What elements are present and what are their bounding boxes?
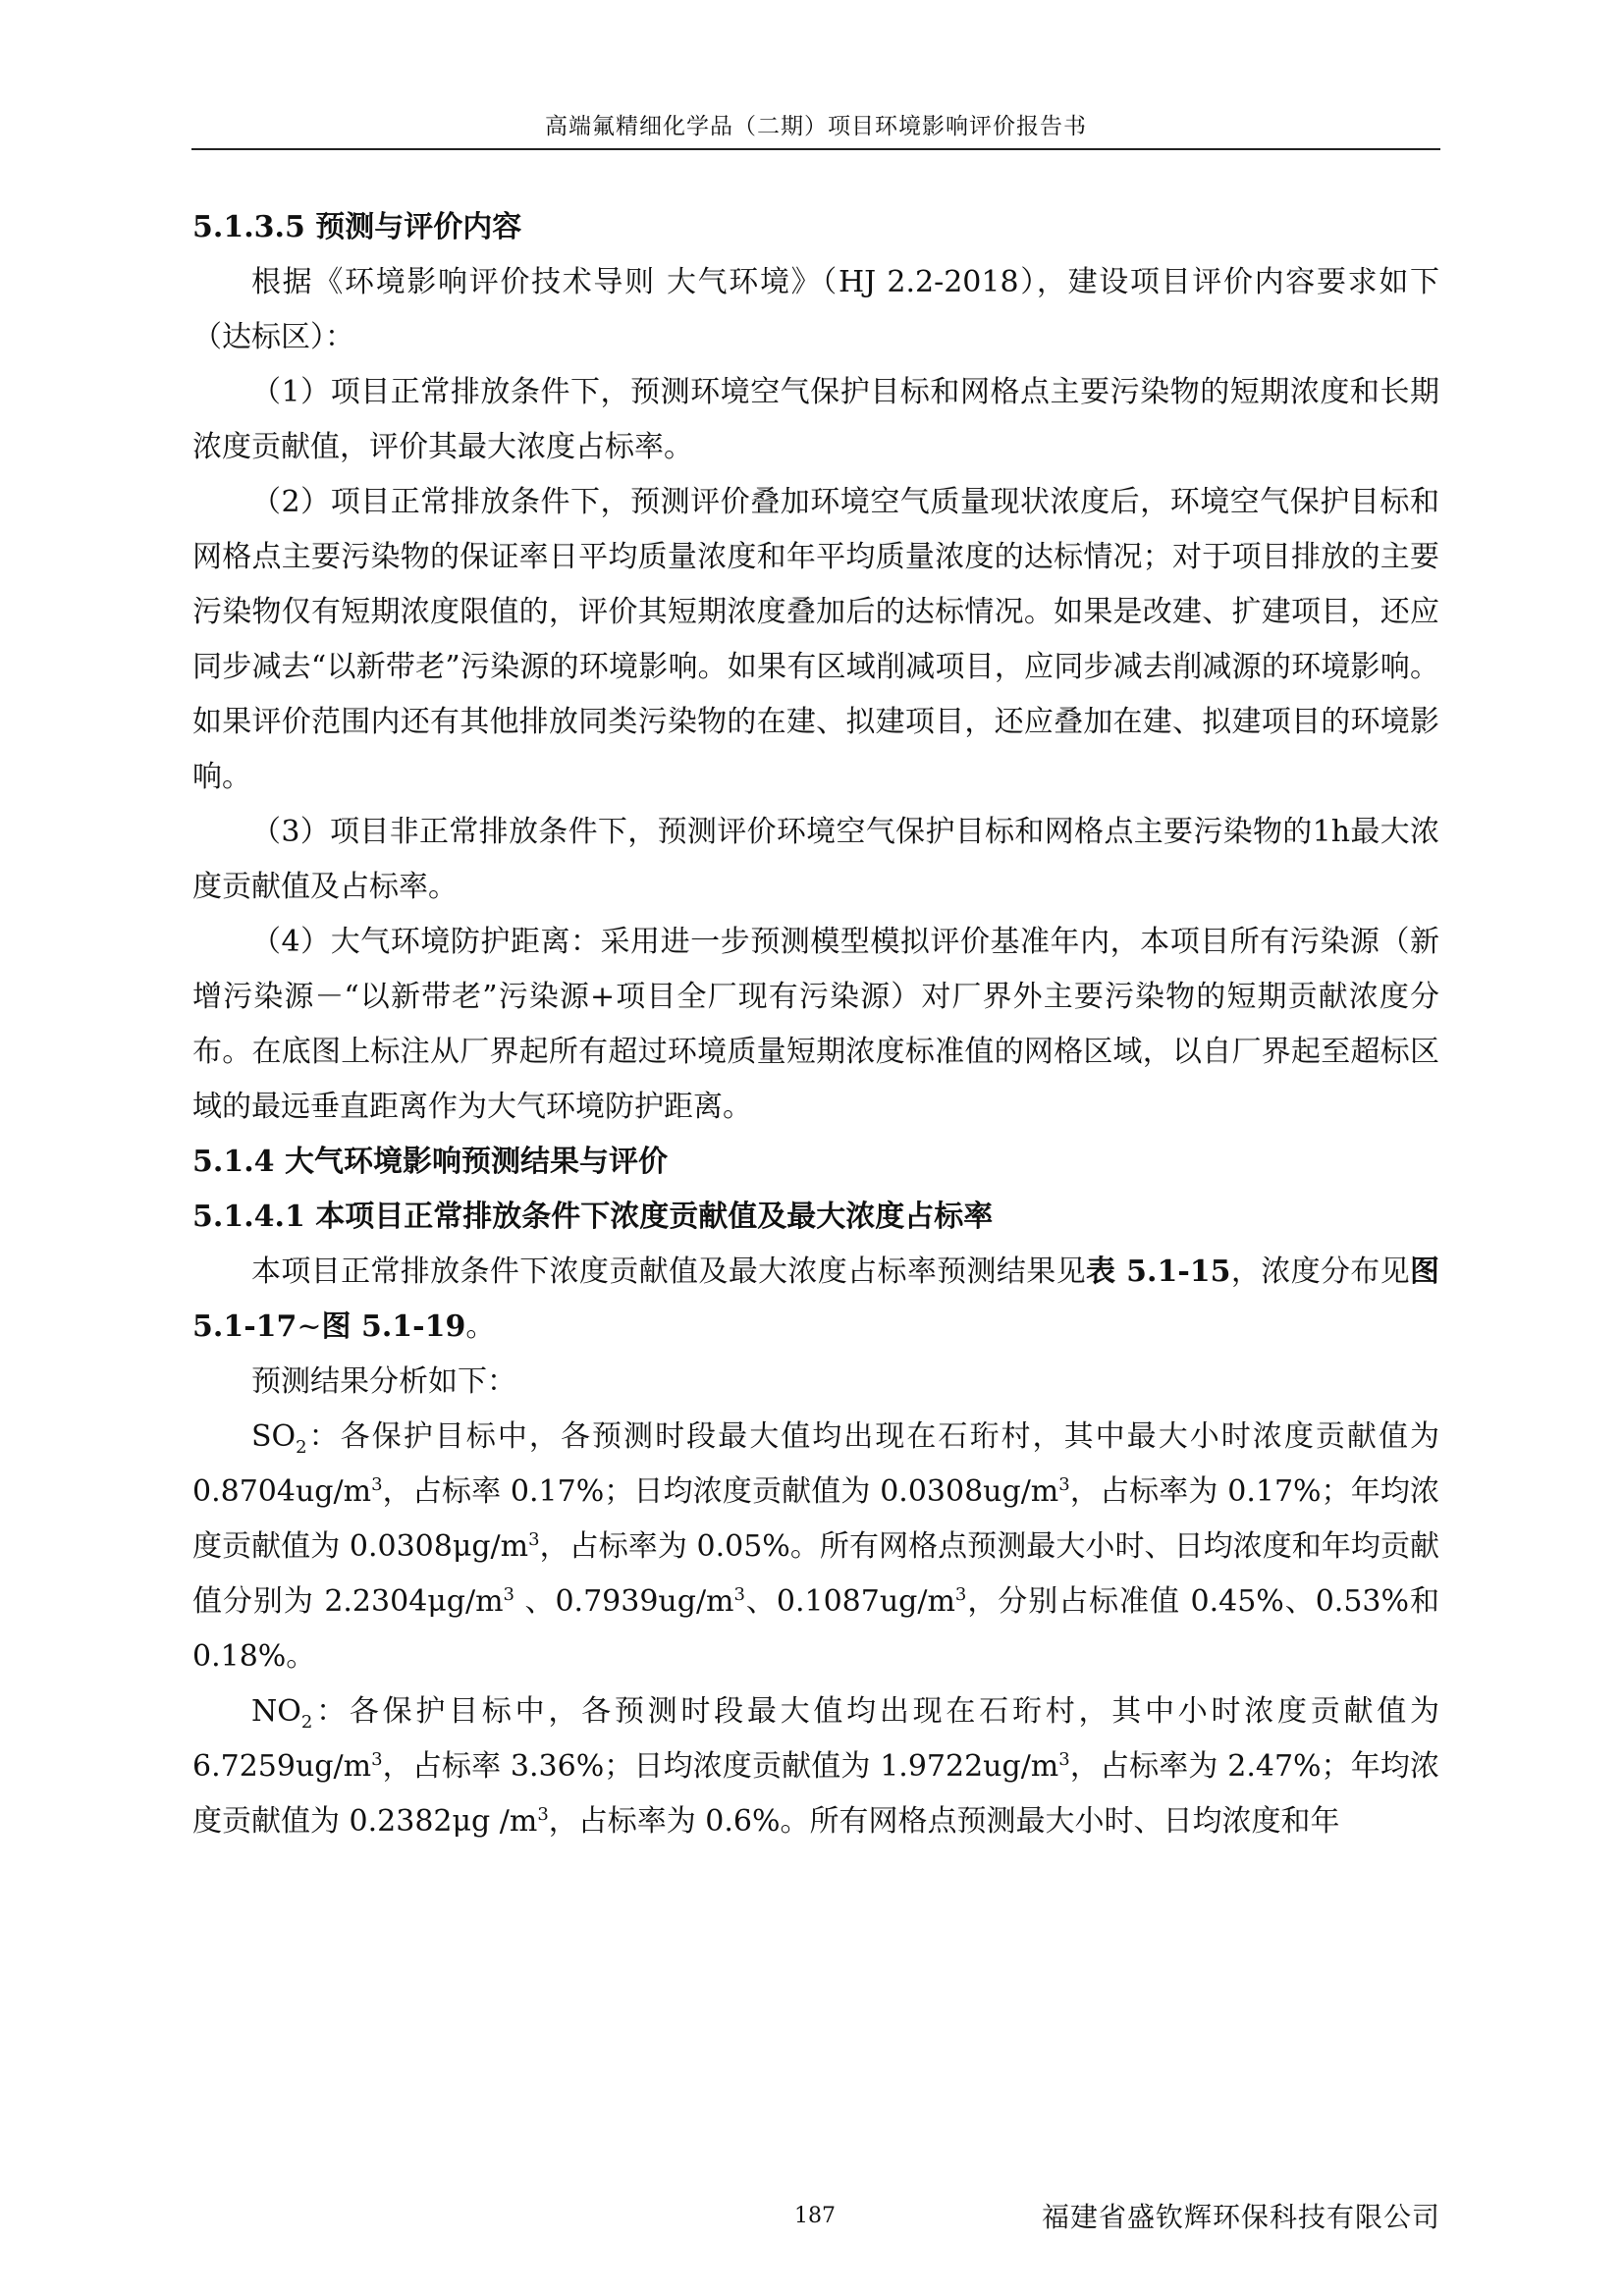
paragraph-item-3: （3）项目非正常排放条件下，预测评价环境空气保护目标和网格点主要污染物的1h最大浓度贡献值及占标率。 xyxy=(192,815,1439,904)
paragraph-intro: 根据《环境影响评价技术导则 大气环境》（HJ 2.2-2018），建设项目评价内容要求如下（达标区）： xyxy=(192,265,1439,354)
paragraph-item-1: （1）项目正常排放条件下，预测环境空气保护目标和网格点主要污染物的短期浓度和长期浓度贡献值，评价其最大浓度占标率。 xyxy=(192,375,1439,464)
running-header: 高端氟精细化学品（二期）项目环境影响评价报告书 xyxy=(545,114,1087,139)
section-heading-5-1-4: 5.1.4 大气环境影响预测结果与评价 xyxy=(192,1145,668,1179)
page-body xyxy=(192,200,1439,1849)
table-reference-link: 表 5.1-15 xyxy=(1085,1255,1231,1289)
no2-label: NO xyxy=(251,1694,301,1729)
paragraph-no2: $NO_2$：各保护目标中，各预测时段最大值均出现在石珩村，其中小时浓度贡献值为 $6.7259ug/m^3$，占标率 3.36%；日均浓度贡献值为 $1.9722ug/m^3$，占标率为 2.47%；年均浓度贡献值为 0.2382μg $/m^3$，占标率为 0.6%。所有网格点预测最大小时、日均浓度和年 xyxy=(192,1694,1439,1839)
paragraph-so2: $SO_2$：各保护目标中，各预测时段最大值均出现在石珩村，其中最大小时浓度贡献值为 $0.8704ug/m^3$，占标率 0.17%；日均浓度贡献值为 $0.0308ug/m^3$，占标率为 0.17%；年均浓度贡献值为 $0.0308\mu g/m^3$，占标率为 0.05%。所有网格点预测最大小时、日均浓度和年均贡献值分别为 $2.2304\mu g/m^3$ 、$0.7939ug/m^3$、$0.1087ug/m^3$，分别占标准值 0.45%、0.53%和 0.18%。 xyxy=(192,1419,1440,1674)
paragraph-item-2: （2）项目正常排放条件下，预测评价叠加环境空气质量现状浓度后，环境空气保护目标和网格点主要污染物的保证率日平均质量浓度和年平均质量浓度的达标情况；对于项目排放的主要污染物仅有短期浓度限值的，评价其短期浓度叠加后的达标情况。如果是改建、扩建项目，还应同步减去“以新带老”污染源的环境影响。如果有区域削减项目，应同步减去削减源的环境影响。如果评价范围内还有其他排放同类污染物的在建、拟建项目，还应叠加在建、拟建项目的环境影响。 xyxy=(192,485,1439,794)
header-rule xyxy=(191,148,1440,150)
paragraph-analysis-intro: 预测结果分析如下： xyxy=(251,1364,516,1399)
figure-reference-end: 图 5.1-19 xyxy=(321,1309,466,1344)
footer-company: 福建省盛钦辉环保科技有限公司 xyxy=(1041,2201,1440,2233)
so2-label: SO xyxy=(251,1419,297,1454)
paragraph-results-reference: 本项目正常排放条件下浓度贡献值及最大浓度占标率预测结果见表 5.1-15，浓度分布见图 5.1-17~图 5.1-19。 xyxy=(192,1255,1440,1344)
page-number: 187 xyxy=(794,2204,836,2228)
section-heading-5-1-3-5: 5.1.3.5 预测与评价内容 xyxy=(192,210,522,244)
paragraph-item-4: （4）大气环境防护距离：采用进一步预测模型模拟评价基准年内，本项目所有污染源（新增污染源－“以新带老”污染源+项目全厂现有污染源）对厂界外主要污染物的短期贡献浓度分布。在底图上标注从厂界起所有超过环境质量短期浓度标准值的网格区域，以自厂界起至超标区域的最远垂直距离作为大气环境防护距离。 xyxy=(192,925,1439,1124)
section-heading-5-1-4-1: 5.1.4.1 本项目正常排放条件下浓度贡献值及最大浓度占标率 xyxy=(192,1200,994,1234)
figure-reference-start: 图 5.1-17 xyxy=(192,1255,1440,1344)
